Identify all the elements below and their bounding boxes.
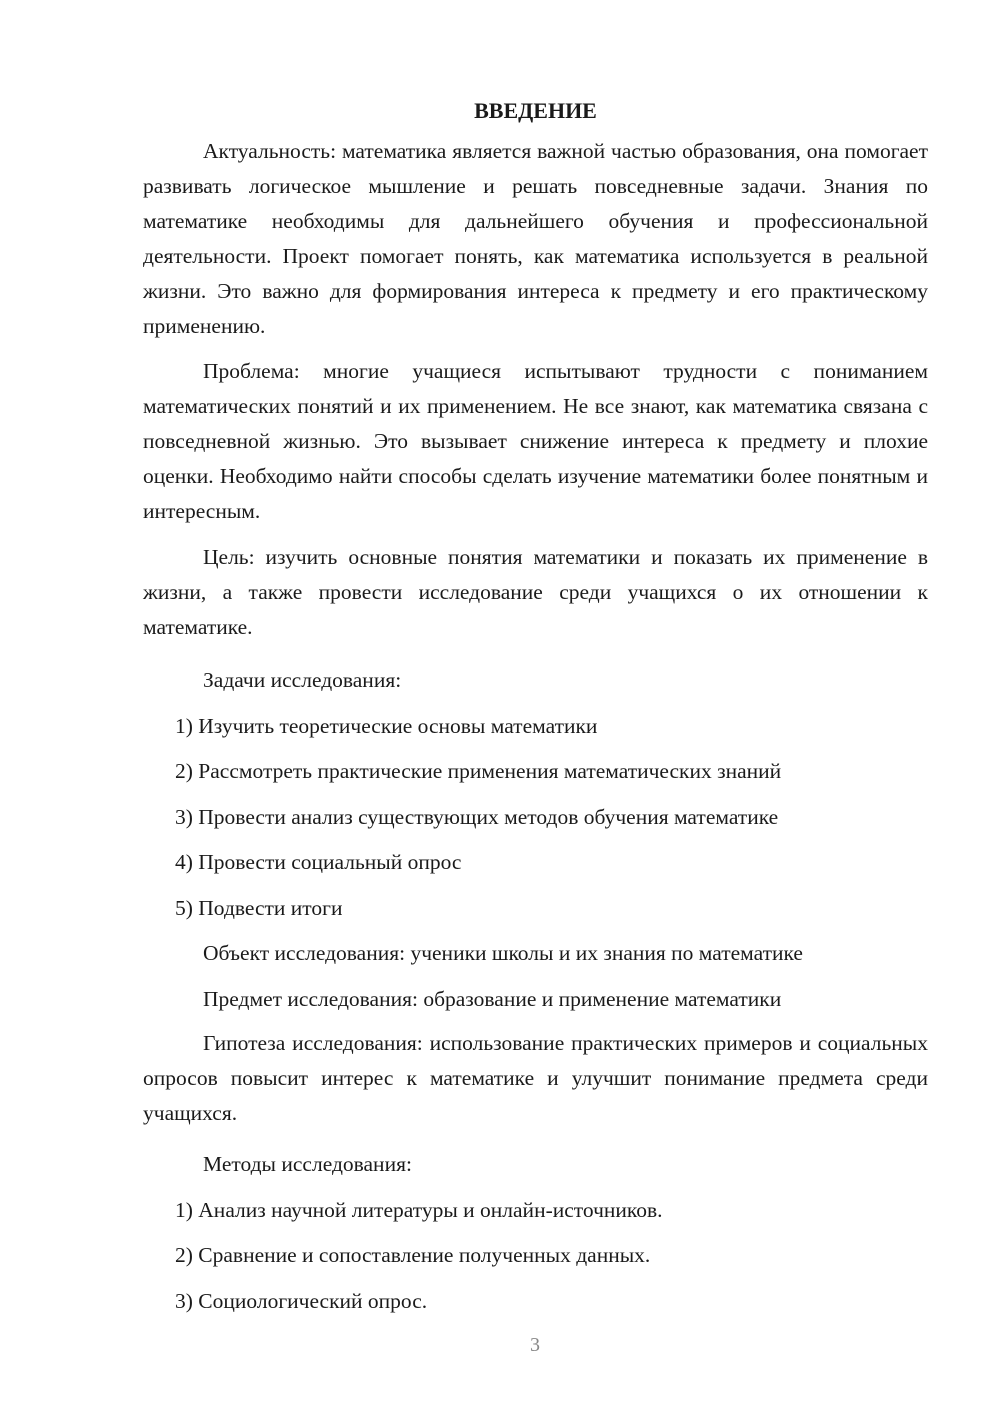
task-item: 3) Провести анализ существующих методов обучения математике xyxy=(175,804,779,829)
goal-paragraph: Цель: изучить основные понятия математики и показать их применение в жизни, а также провести исследование среди учащихся о их отношении к математике. xyxy=(143,545,928,639)
task-item: 4) Провести социальный опрос xyxy=(175,850,462,874)
page-number: 3 xyxy=(530,1334,540,1356)
page-title: ВВЕДЕНИЕ xyxy=(474,98,597,123)
task-item: 5) Подвести итоги xyxy=(175,895,343,920)
methods-heading: Методы исследования: xyxy=(203,1152,412,1176)
method-item: 1) Анализ научной литературы и онлайн-источников. xyxy=(175,1197,663,1222)
research-object: Объект исследования: ученики школы и их знания по математике xyxy=(203,941,803,965)
hypothesis-paragraph: Гипотеза исследования: использование практических примеров и социальных опросов повысит интерес к математике и улучшит понимание предмета среди учащихся. xyxy=(143,1031,928,1125)
page-content xyxy=(143,92,928,1324)
method-item: 3) Социологический опрос. xyxy=(175,1288,428,1313)
relevance-paragraph: Актуальность: математика является важной частью образования, она помогает развивать логическое мышление и решать повседневные задачи. Знания по математике необходимы для дальнейшего обучения и профессиональной деятельности. Проект помогает понять, как математика используется в реальной жизни. Это важно для формирования интереса к предмету и его практическому применению. xyxy=(143,139,928,338)
method-item: 2) Сравнение и сопоставление полученных данных. xyxy=(175,1243,651,1267)
research-subject: Предмет исследования: образование и применение математики xyxy=(203,986,782,1011)
task-item: 2) Рассмотреть практические применения математических знаний xyxy=(175,759,782,783)
tasks-heading: Задачи исследования: xyxy=(203,668,402,692)
task-item: 1) Изучить теоретические основы математики xyxy=(175,713,598,738)
problem-paragraph: Проблема: многие учащиеся испытывают трудности с пониманием математических понятий и их применением. Не все знают, как математика связана с повседневной жизнью. Это вызывает снижение интереса к предмету и плохие оценки. Необходимо найти способы сделать изучение математики более понятным и интересным. xyxy=(143,359,928,523)
